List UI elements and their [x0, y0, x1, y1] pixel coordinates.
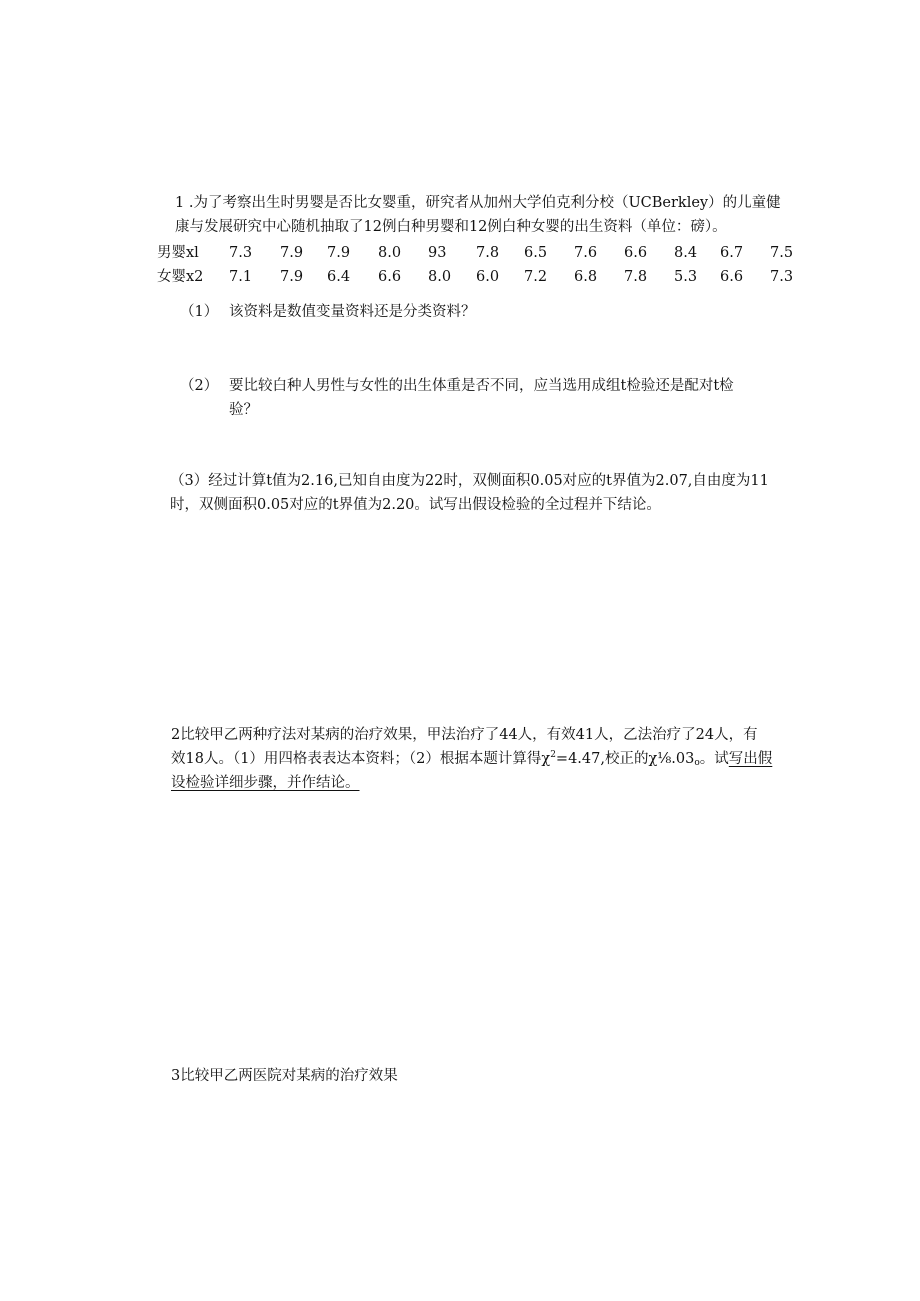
q1-sub1-number: （1） — [180, 304, 219, 320]
male-cell: 93 — [428, 245, 447, 261]
male-cell: 6.5 — [524, 245, 548, 261]
male-cell: 7.9 — [327, 245, 351, 261]
male-cell: 6.6 — [624, 245, 648, 261]
female-cell: 7.3 — [770, 269, 794, 285]
q1-sub3-line2: 时，双侧面积0.05对应的t界值为2.20。试写出假设检验的全过程并下结论。 — [170, 497, 661, 513]
male-cell: 7.6 — [574, 245, 598, 261]
male-cell: 8.4 — [674, 245, 698, 261]
female-cell: 8.0 — [428, 269, 452, 285]
q1-sub2-text-line2: 验？ — [229, 402, 258, 418]
q2-line2-underlined: 写出假 — [728, 751, 773, 767]
q2-line2-text-b: =4.47,校正的χ⅛.03 — [555, 751, 695, 767]
q3-line1: 3比较甲乙两医院对某病的治疗效果 — [171, 1068, 398, 1084]
q1-sub2-text-line1: 要比较白种人男性与女性的出生体重是否不同，应当选用成组t检验还是配对t检 — [229, 378, 734, 394]
q1-intro-line1: 1 .为了考察出生时男婴是否比女婴重，研究者从加州大学伯克利分校（UCBerkley）的儿童健 — [175, 195, 781, 211]
male-row-label: 男婴xl — [157, 245, 199, 261]
q1-sub2-number: （2） — [180, 378, 219, 394]
q2-line2-text-c: 。试 — [699, 751, 729, 767]
male-cell: 8.0 — [378, 245, 402, 261]
q2-line2 — [171, 752, 772, 767]
female-cell: 7.9 — [280, 269, 304, 285]
male-cell: 7.3 — [229, 245, 253, 261]
q2-line2-text-a: 效18人。（1）用四格表表达本资料；（2）根据本题计算得χ — [171, 751, 551, 767]
q2-line1: 2比较甲乙两种疗法对某病的治疗效果，甲法治疗了44人，有效41人，乙法治疗了24人，有 — [171, 727, 758, 743]
female-cell: 6.0 — [476, 269, 500, 285]
female-row-label: 女婴x2 — [157, 269, 204, 285]
male-cell: 7.9 — [280, 245, 304, 261]
female-cell: 5.3 — [674, 269, 698, 285]
female-cell: 6.4 — [327, 269, 351, 285]
q2-subscript: o — [694, 758, 700, 768]
female-cell: 6.6 — [378, 269, 402, 285]
q1-sub3-line1: （3）经过计算t值为2.16,已知自由度为22时，双侧面积0.05对应的t界值为2.07,自由度为11 — [170, 473, 769, 489]
male-cell: 7.5 — [770, 245, 794, 261]
q2-chi-superscript: 2 — [550, 750, 556, 760]
female-cell: 6.6 — [720, 269, 744, 285]
q1-sub1-text: 该资料是数值变量资料还是分类资料？ — [229, 304, 476, 320]
q1-intro-line2: 康与发展研究中心随机抽取了12例白种男婴和12例白种女婴的出生资料（单位：磅）。 — [175, 219, 727, 235]
female-cell: 7.8 — [624, 269, 648, 285]
female-cell: 7.1 — [229, 269, 253, 285]
female-cell: 7.2 — [524, 269, 548, 285]
female-cell: 6.8 — [574, 269, 598, 285]
male-cell: 7.8 — [476, 245, 500, 261]
male-cell: 6.7 — [720, 245, 744, 261]
q2-line3: 设检验详细步骤，并作结论。 — [171, 775, 360, 791]
